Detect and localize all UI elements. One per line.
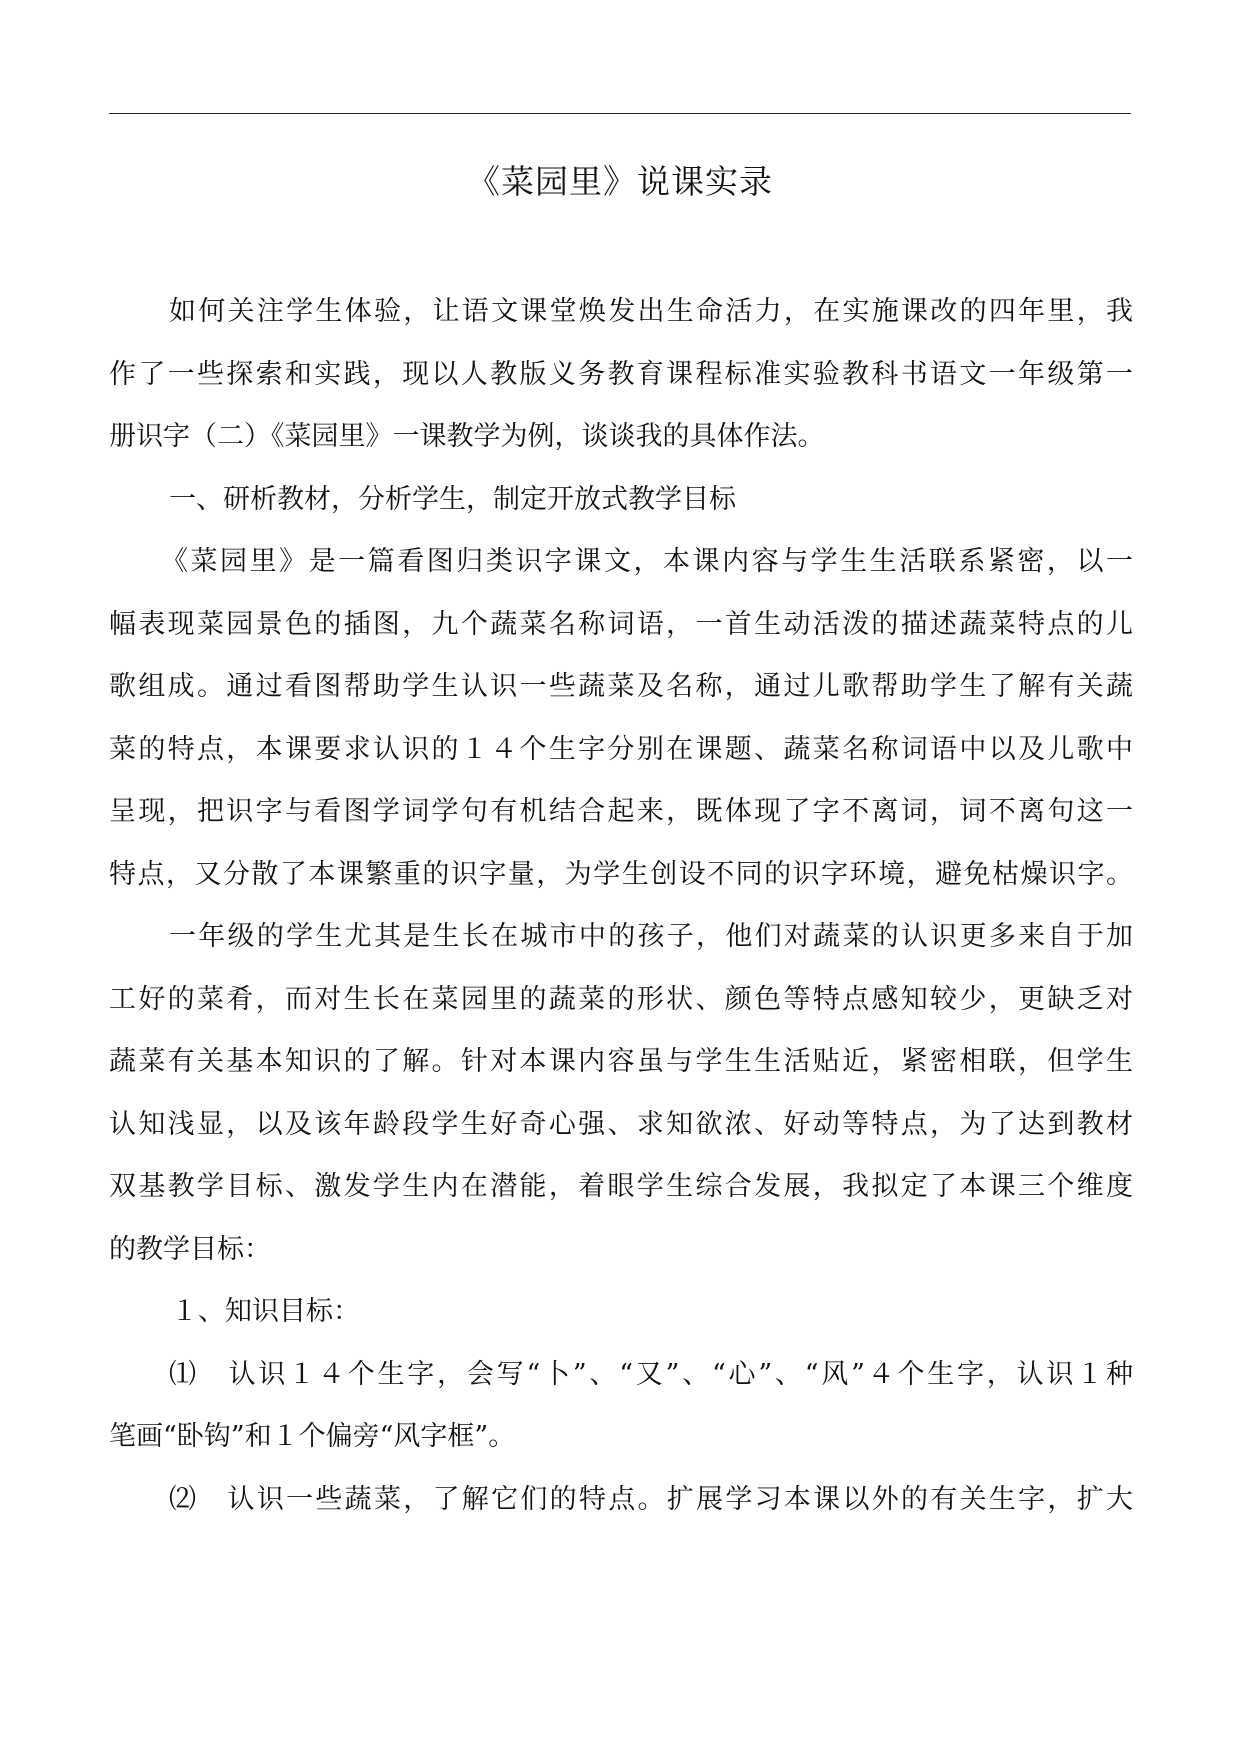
paragraph-line: 蔬菜有关基本知识的了解。针对本课内容虽与学生生活贴近，紧密相联，但学生 — [109, 1046, 1133, 1077]
document-body — [109, 292, 1133, 1542]
paragraph-line: 菜的特点，本课要求认识的１４个生字分别在课题、蔬菜名称词语中以及儿歌中 — [109, 733, 1133, 765]
paragraph-line: 幅表现菜园景色的插图，九个蔬菜名称词语，一首生动活泼的描述蔬菜特点的儿 — [109, 608, 1133, 640]
header-rule — [109, 113, 1131, 114]
paragraph-line: 一年级的学生尤其是生长在城市中的孩子，他们对蔬菜的认识更多来自于加 — [169, 921, 1133, 952]
list-item-line: ⑴ 认识１４个生字，会写“卜”、“又”、“心”、“风”４个生字，认识１种 — [169, 1358, 1133, 1390]
paragraph-line: 认知浅显，以及该年龄段学生好奇心强、求知欲浓、好动等特点，为了达到教材 — [109, 1108, 1133, 1140]
paragraph-line: 如何关注学生体验，让语文课堂焕发出生命活力，在实施课改的四年里，我 — [169, 296, 1133, 327]
section-heading: 一、研析教材，分析学生，制定开放式教学目标 — [169, 483, 736, 515]
paragraph-line: 呈现，把识字与看图学词学句有机结合起来，既体现了字不离词，词不离句这一 — [109, 796, 1133, 827]
document-title: 《菜园里》说课实录 — [467, 162, 773, 201]
paragraph-line: 歌组成。通过看图帮助学生认识一些蔬菜及名称，通过儿歌帮助学生了解有关蔬 — [109, 671, 1133, 702]
paragraph-line: 特点，又分散了本课繁重的识字量，为学生创设不同的识字环境，避免枯燥识字。 — [109, 858, 1133, 890]
paragraph-line: 工好的菜肴，而对生长在菜园里的蔬菜的形状、颜色等特点感知较少，更缺乏对 — [109, 983, 1133, 1015]
list-item-line: 笔画“卧钩”和１个偏旁“风字框”。 — [109, 1421, 516, 1452]
subsection-heading: １、知识目标： — [171, 1296, 360, 1327]
paragraph-line: 册识字（二）《菜园里》一课教学为例，谈谈我的具体作法。 — [109, 421, 825, 452]
paragraph-line: 《菜园里》是一篇看图归类识字课文，本课内容与学生生活联系紧密，以一 — [161, 546, 1133, 577]
paragraph-line: 双基教学目标、激发学生内在潜能，着眼学生综合发展，我拟定了本课三个维度 — [109, 1171, 1133, 1202]
paragraph-line: 作了一些探索和实践，现以人教版义务教育课程标准实验教科书语文一年级第一 — [109, 358, 1133, 390]
paragraph-line: 的教学目标： — [109, 1233, 271, 1265]
list-item-line: ⑵ 认识一些蔬菜，了解它们的特点。扩展学习本课以外的有关生字，扩大 — [169, 1483, 1133, 1515]
